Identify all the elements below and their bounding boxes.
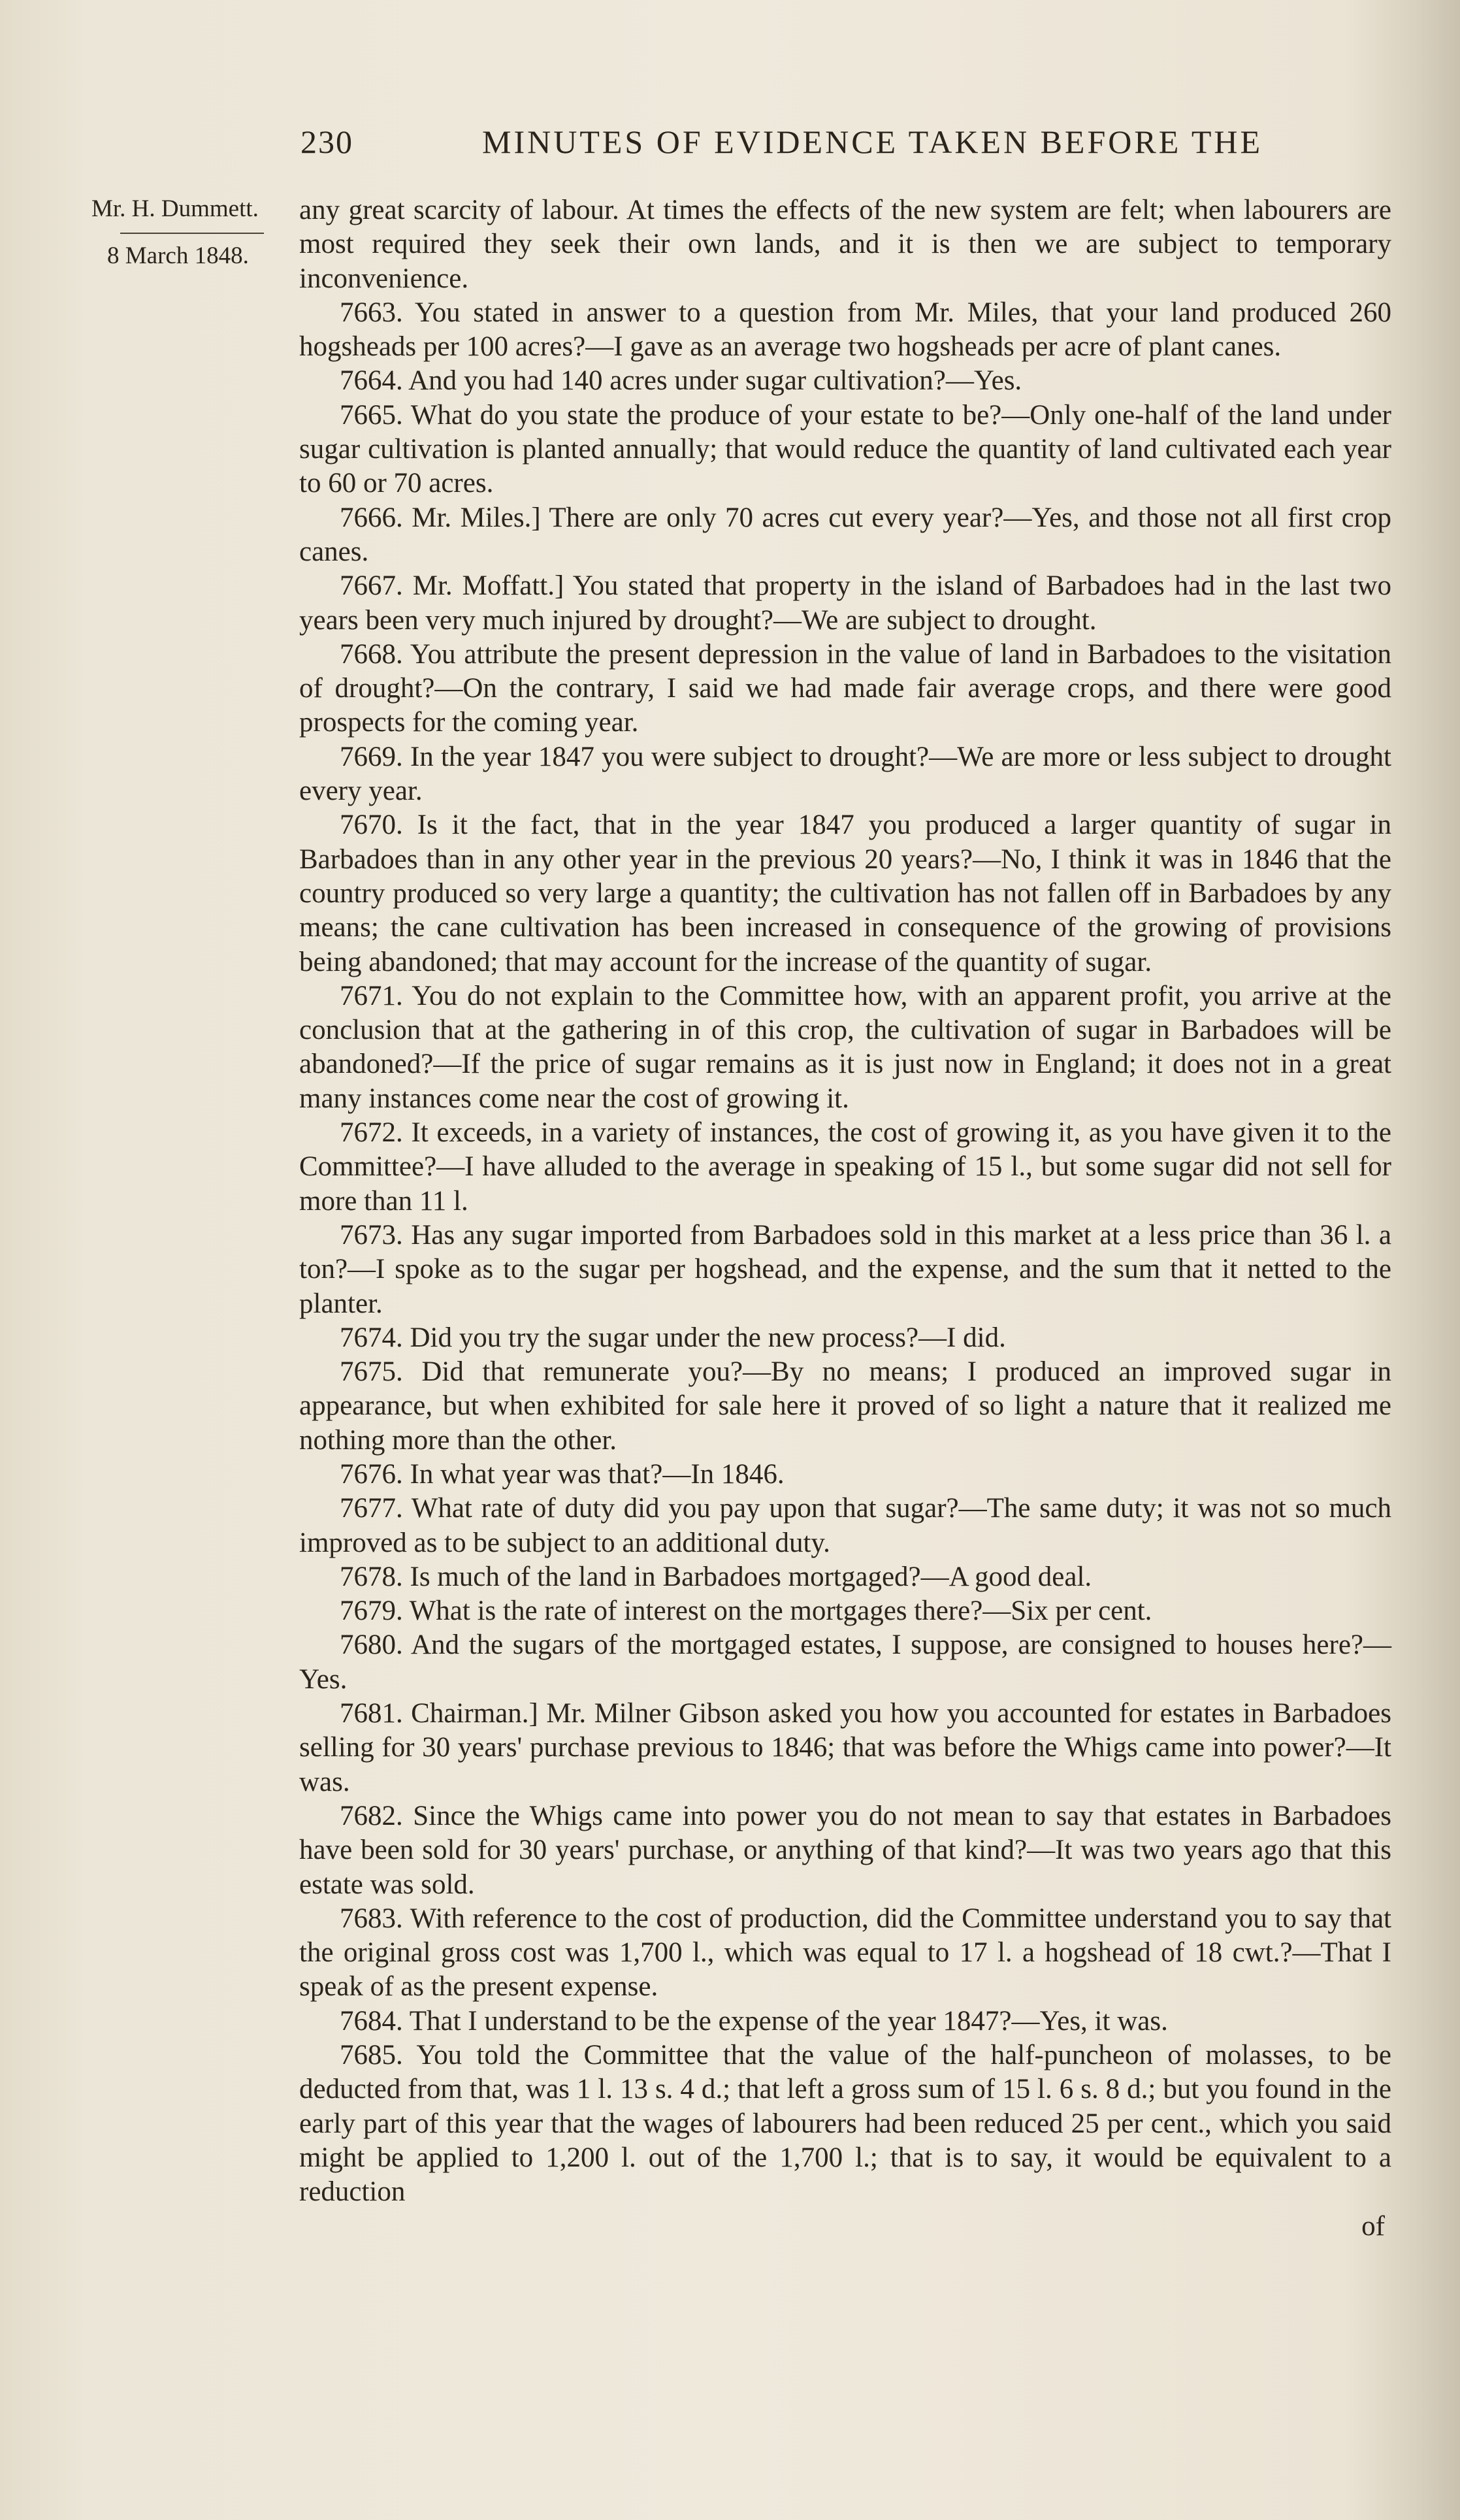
question-7677: 7677. What rate of duty did you pay upon that sugar?—The same duty; it was not so much improved as to be subject to an additional duty. xyxy=(299,1493,1391,1558)
question-7684: 7684. That I understand to be the expense of the year 1847?—Yes, it was. xyxy=(340,2005,1168,2037)
question-7673: 7673. Has any sugar imported from Barbadoes sold in this market at a less price than 36 l. a ton?—I spoke as to the sugar per hogshead, and the expense, and the sum that it netted to the planter. xyxy=(299,1219,1391,1319)
question-7668: 7668. You attribute the present depression in the value of land in Barbadoes to the visitation of drought?—On the contrary, I said we had made fair average crops, and there were good prospects for the coming year. xyxy=(299,638,1391,738)
question-7663: 7663. You stated in answer to a question from Mr. Miles, that your land produced 260 hogsheads per 100 acres?—I gave as an average two hogsheads per acre of plant canes. xyxy=(299,297,1391,363)
page-number: 230 xyxy=(300,123,353,160)
question-7666: 7666. Mr. Miles.] There are only 70 acres cut every year?—Yes, and those not all first crop canes. xyxy=(299,502,1391,567)
question-7681: 7681. Chairman.] Mr. Milner Gibson asked you how you accounted for estates in Barbadoes selling for 30 years' purchase previous to 1846; that was before the Whigs came into power?—It was. xyxy=(299,1698,1391,1797)
evidence-text xyxy=(299,193,1391,2244)
question-7678: 7678. Is much of the land in Barbadoes mortgaged?—A good deal. xyxy=(340,1561,1092,1592)
question-7669: 7669. In the year 1847 you were subject to drought?—We are more or less subject to drought every year. xyxy=(299,741,1391,807)
question-7675: 7675. Did that remunerate you?—By no means; I produced an improved sugar in appearance, but when exhibited for sale here it proved of so light a nature that it realized me nothing more than the other. xyxy=(299,1356,1391,1456)
question-7672: 7672. It exceeds, in a variety of instances, the cost of growing it, as you have given it to the Committee?—I have alluded to the average in speaking of 15 l., but some sugar did not sell for more than 11 l. xyxy=(299,1117,1391,1217)
question-7674: 7674. Did you try the sugar under the new process?—I did. xyxy=(340,1322,1006,1353)
question-7682: 7682. Since the Whigs came into power you do not mean to say that estates in Barbadoes have been sold for 30 years' purchase, or anything of that kind?—It was two years ago that this estate was sold. xyxy=(299,1800,1391,1900)
paragraph-continuation: any great scarcity of labour. At times the effects of the new system are felt; when labourers are most required they seek their own lands, and it is then we are subject to temporary inconvenience. xyxy=(299,195,1391,294)
question-7670: 7670. Is it the fact, that in the year 1847 you produced a larger quantity of sugar in Barbadoes than in any other year in the previous 20 years?—No, I think it was in 1846 that the country produced so very large a quantity; the cultivation has not fallen off in Barbadoes by any means; the cane cultivation has been increased in consequence of the growing of provisions being abandoned; that may account for the increase of the quantity of sugar. xyxy=(299,810,1391,977)
question-7680: 7680. And the sugars of the mortgaged estates, I suppose, are consigned to houses here?—Yes. xyxy=(299,1629,1391,1695)
question-7683: 7683. With reference to the cost of production, did the Committee understand you to say that the original gross cost was 1,700 l., which was equal to 17 l. a hogshead of 18 cwt.?—That I speak of as the present expense. xyxy=(299,1903,1391,2003)
hearing-date: 8 March 1848. xyxy=(107,242,249,270)
witness-name: Mr. H. Dummett. xyxy=(91,195,259,222)
margin-note xyxy=(91,195,300,271)
question-7679: 7679. What is the rate of interest on the mortgages there?—Six per cent. xyxy=(340,1595,1152,1627)
question-7676: 7676. In what year was that?—In 1846. xyxy=(340,1458,785,1490)
running-title: MINUTES OF EVIDENCE TAKEN BEFORE THE xyxy=(482,123,1263,160)
page-header xyxy=(300,123,1411,169)
question-7664: 7664. And you had 140 acres under sugar cultivation?—Yes. xyxy=(340,365,1022,397)
question-7671: 7671. You do not explain to the Committee how, with an apparent profit, you arrive at the conclusion that at the gathering in of this crop, the cultivation of sugar in Barbadoes will be abandoned?—If the price of sugar remains as it is just now in England; it does not in a great many instances come near the cost of growing it. xyxy=(299,980,1391,1114)
catchword: of xyxy=(1361,2210,1385,2242)
question-7685: 7685. You told the Committee that the value of the half-puncheon of molasses, to be deducted from that, was 1 l. 13 s. 4 d.; that left a gross sum of 15 l. 6 s. 8 d.; but you found in the early part of this year that the wages of labourers had been reduced 25 per cent., which you said might be applied to 1,200 l. out of the 1,700 l.; that is to say, it would be equivalent to a reduction xyxy=(299,2040,1391,2208)
question-7667: 7667. Mr. Moffatt.] You stated that property in the island of Barbadoes had in the last two years been very much injured by drought?—We are subject to drought. xyxy=(299,570,1391,636)
question-7665: 7665. What do you state the produce of your estate to be?—Only one-half of the land under sugar cultivation is planted annually; that would reduce the quantity of land cultivated each year to 60 or 70 acres. xyxy=(299,399,1391,499)
divider xyxy=(120,233,264,234)
